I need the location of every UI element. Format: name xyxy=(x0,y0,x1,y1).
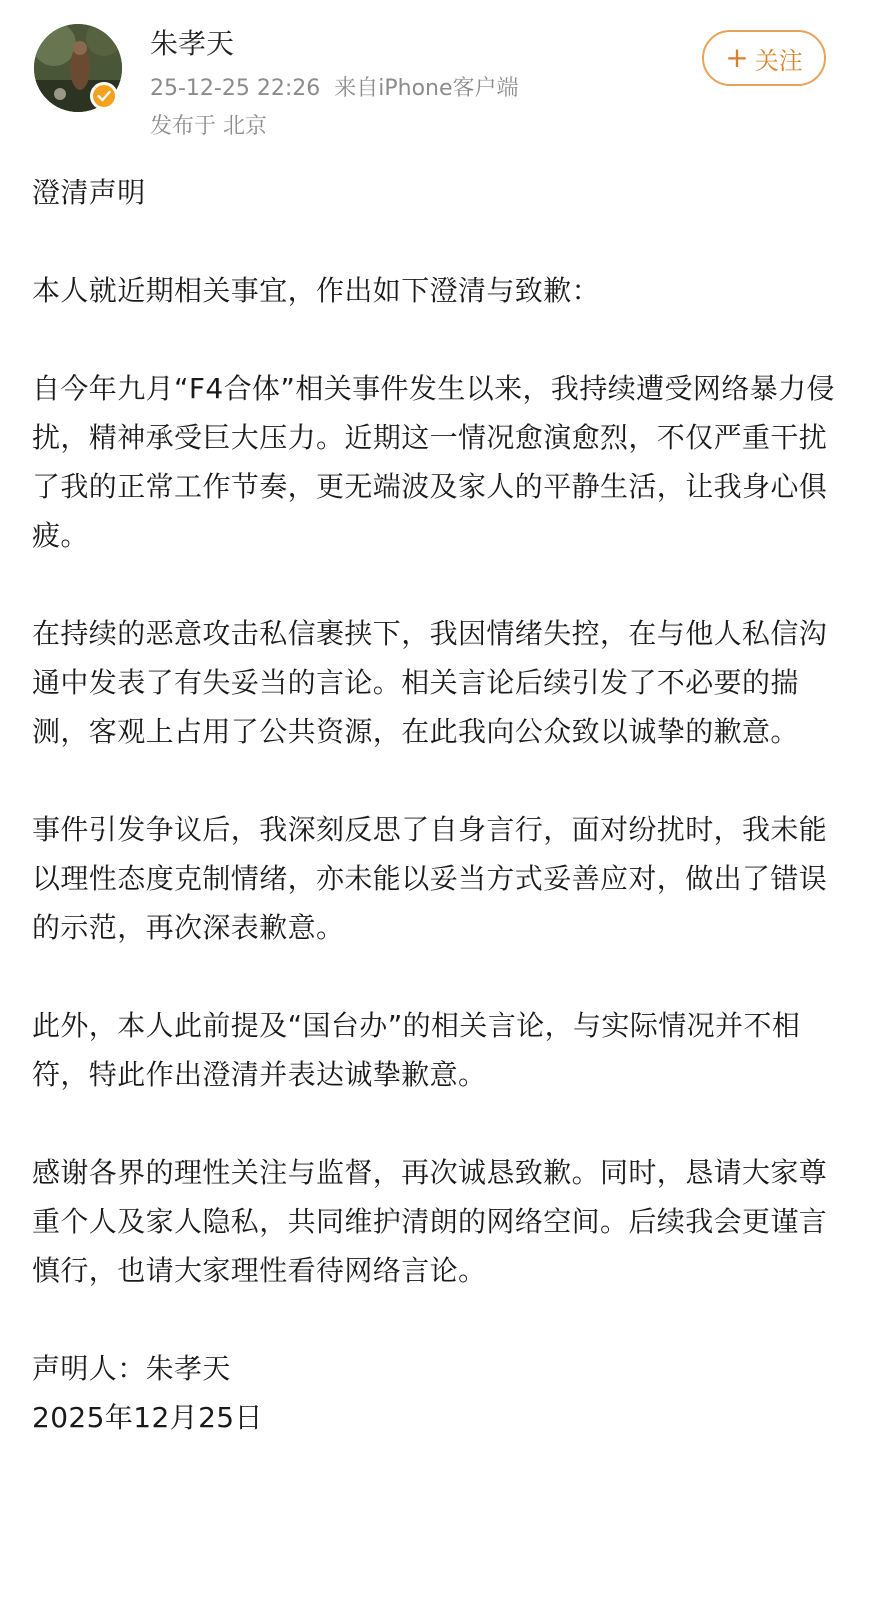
verified-badge-icon xyxy=(90,82,118,110)
post-header xyxy=(0,0,881,150)
statement-paragraph-4: 此外，本人此前提及“国台办”的相关言论，与实际情况并不相符，特此作出澄清并表达诚挚歉意。 xyxy=(32,1009,801,1091)
statement-signature: 声明人：朱孝天 xyxy=(32,1352,231,1385)
statement-paragraph-5: 感谢各界的理性关注与监督，再次诚恳致歉。同时，恳请大家尊重个人及家人隐私，共同维护清朗的网络空间。后续我会更谨言慎行，也请大家理性看待网络言论。 xyxy=(32,1156,828,1287)
statement-intro: 本人就近期相关事宜，作出如下澄清与致歉： xyxy=(32,274,601,307)
follow-label: 关注 xyxy=(754,46,803,75)
plus-icon: + xyxy=(725,41,749,74)
post-location: 发布于 北京 xyxy=(150,114,267,139)
post-body xyxy=(32,168,852,1442)
post-timestamp: 25-12-25 22:26 xyxy=(150,76,321,101)
statement-paragraph-2: 在持续的恶意攻击私信裹挟下，我因情绪失控，在与他人私信沟通中发表了有失妥当的言论。相关言论后续引发了不必要的揣测，客观上占用了公共资源，在此我向公众致以诚挚的歉意。 xyxy=(32,617,828,748)
statement-date: 2025年12月25日 xyxy=(32,1401,263,1434)
statement-title: 澄清声明 xyxy=(32,176,146,209)
post-source: 来自iPhone客户端 xyxy=(334,76,519,101)
follow-button[interactable] xyxy=(702,30,826,86)
username[interactable]: 朱孝天 xyxy=(150,27,235,60)
statement-paragraph-3: 事件引发争议后，我深刻反思了自身言行，面对纷扰时，我未能以理性态度克制情绪，亦未能以妥当方式妥善应对，做出了错误的示范，再次深表歉意。 xyxy=(32,813,828,944)
statement-paragraph-1: 自今年九月“F4合体”相关事件发生以来，我持续遭受网络暴力侵扰，精神承受巨大压力。近期这一情况愈演愈烈，不仅严重干扰了我的正常工作节奏，更无端波及家人的平静生活，让我身心俱疲。 xyxy=(32,372,835,552)
post-meta xyxy=(150,74,519,104)
